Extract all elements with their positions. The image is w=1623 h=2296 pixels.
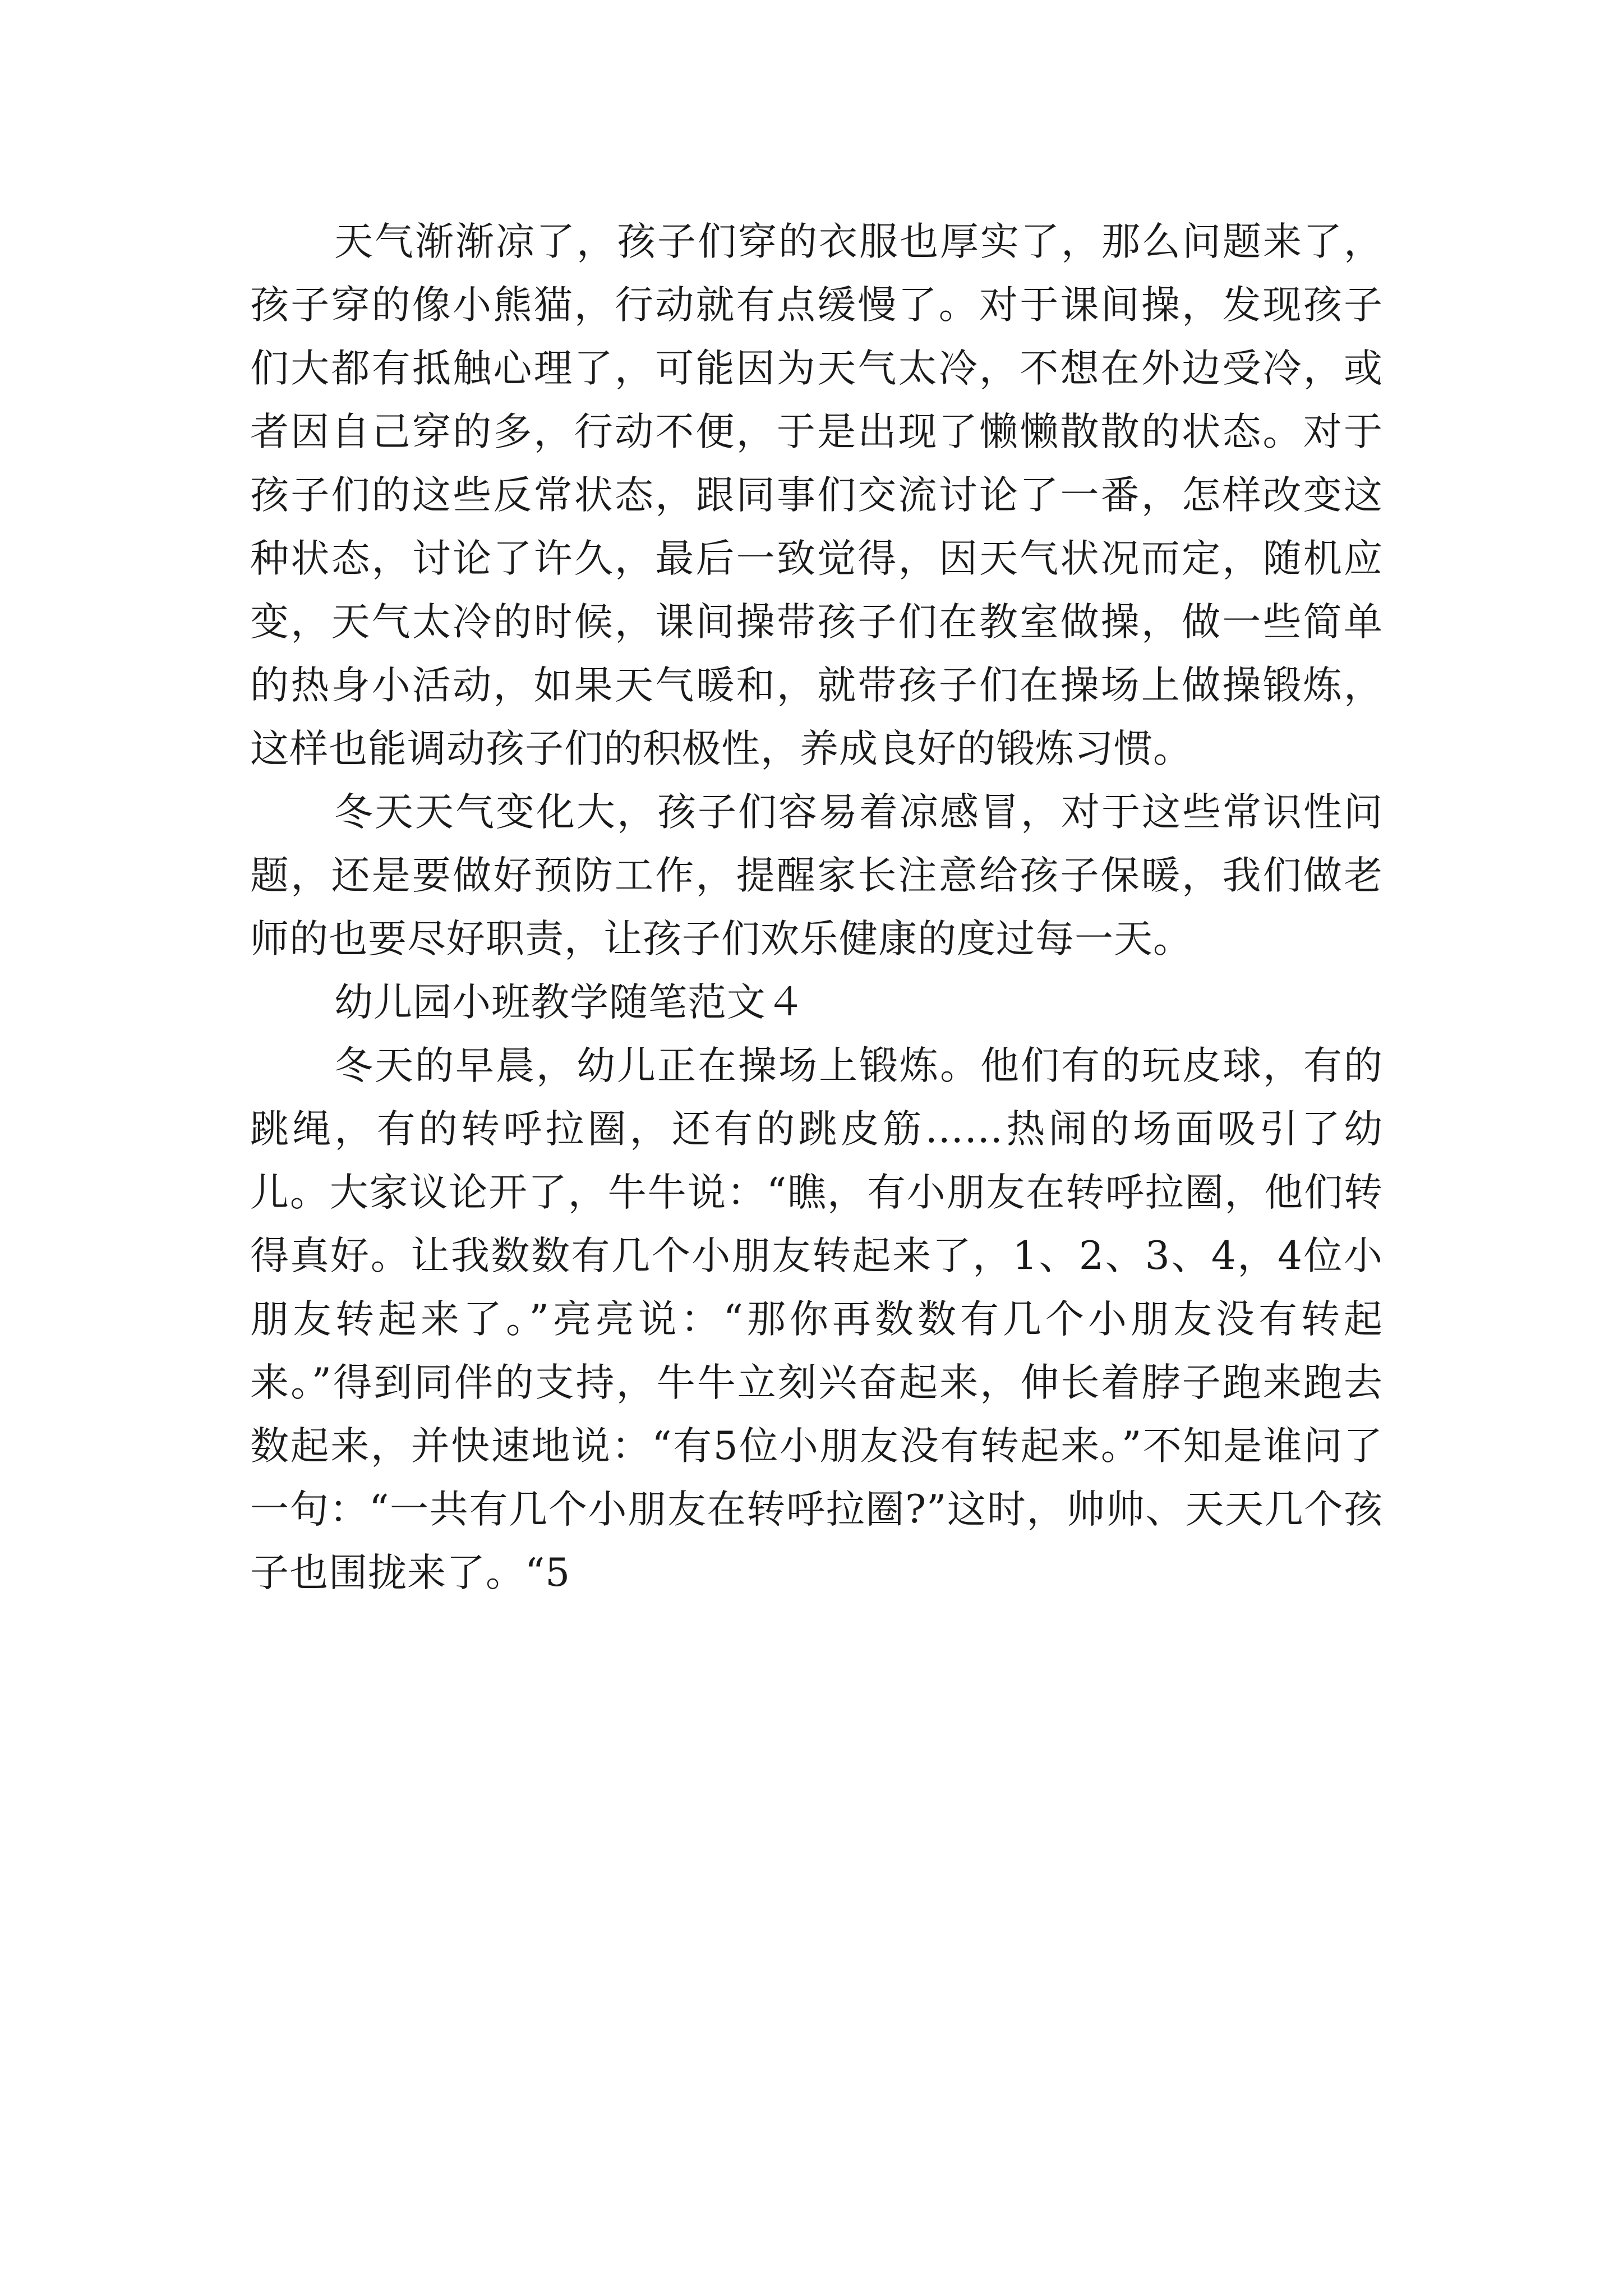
paragraph-winter-health: 冬天天气变化大，孩子们容易着凉感冒，对于这些常识性问题，还是要做好预防工作，提醒家长注意给孩子保暖，我们做老师的也要尽好职责，让孩子们欢乐健康的度过每一天。: [250, 790, 1383, 961]
paragraph-hula-hoop-story: 冬天的早晨，幼儿正在操场上锻炼。他们有的玩皮球，有的跳绳，有的转呼拉圈，还有的跳皮筋……热闹的场面吸引了幼儿。大家议论开了，牛牛说：“瞧，有小朋友在转呼拉圈，他们转得真好。让我数数有几个小朋友转起来了，1、2、3、4，4位小朋友转起来了。”亮亮说：“那你再数数有几个小朋友没有转起来。”得到同伴的支持，牛牛立刻兴奋起来，伸长着脖子跑来跑去数起来，并快速地说：“有5位小朋友没有转起来。”不知是谁问了一句：“一共有几个小朋友在转呼拉圈?”这时，帅帅、天天几个孩子也围拢来了。“5: [250, 1043, 1383, 1595]
paragraph-weather-exercise: 天气渐渐凉了，孩子们穿的衣服也厚实了，那么问题来了，孩子穿的像小熊猫，行动就有点缓慢了。对于课间操，发现孩子们大都有抵触心理了，可能因为天气太冷，不想在外边受冷，或者因自己穿的多，行动不便，于是出现了懒懒散散的状态。对于孩子们的这些反常状态，跟同事们交流讨论了一番，怎样改变这种状态，讨论了许久，最后一致觉得，因天气状况而定，随机应变，天气太冷的时候，课间操带孩子们在教室做操，做一些简单的热身小活动，如果天气暖和，就带孩子们在操场上做操锻炼，这样也能调动孩子们的积极性，养成良好的锻炼习惯。: [250, 219, 1383, 771]
document-body: [250, 210, 1383, 1605]
section-heading: 幼儿园小班教学随笔范文４: [334, 980, 805, 1025]
